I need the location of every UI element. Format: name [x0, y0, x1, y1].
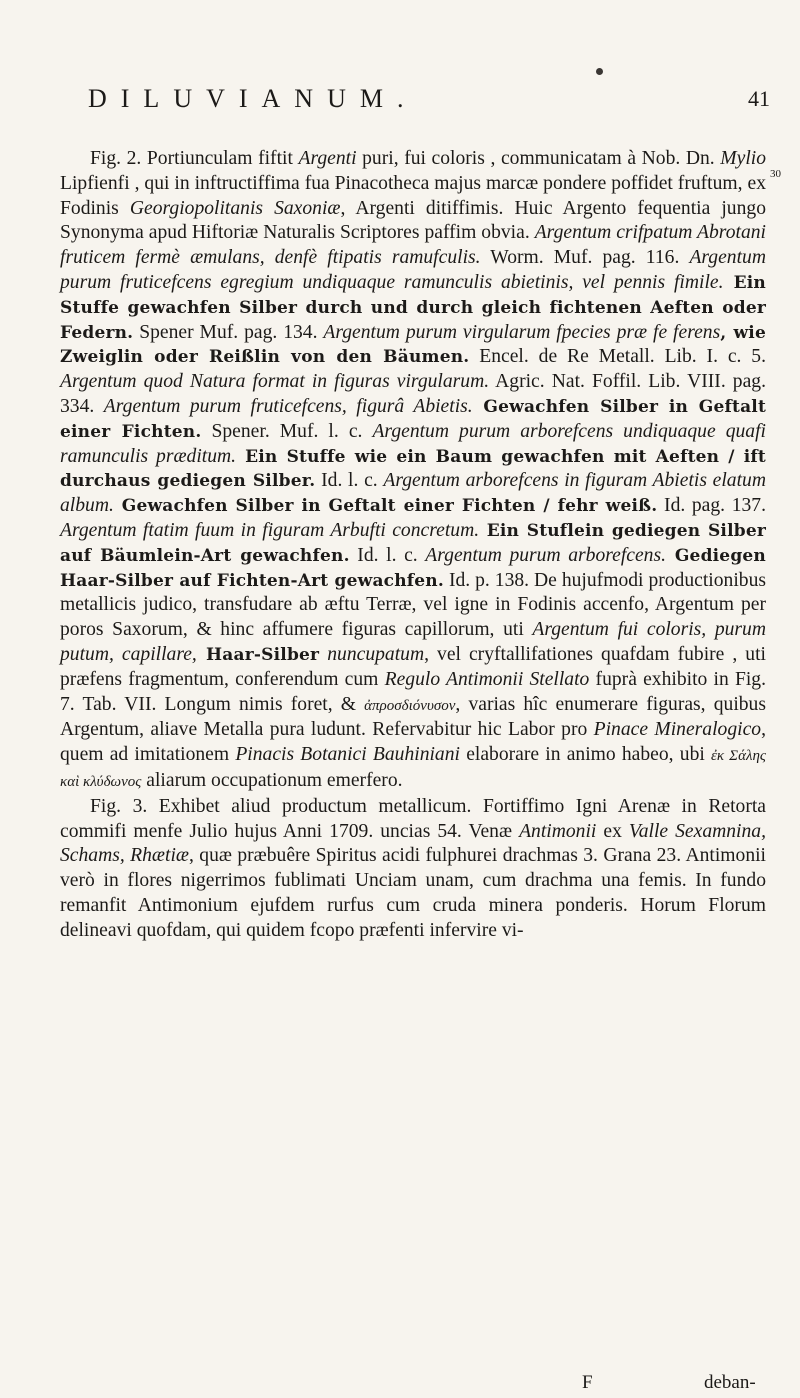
roman-text: Id. l. c.	[349, 544, 426, 566]
roman-text: aliarum occupationum emerfero.	[141, 769, 403, 791]
page-number: 41	[748, 86, 770, 111]
roman-text: ex	[596, 820, 629, 842]
italic-text: Pinacis Botanici Bauhiniani	[235, 744, 460, 766]
fraktur-text: Ein Stuffe gewachfen Silber durch und durch gleich fichtenen Aeften oder Federn.	[60, 272, 766, 343]
roman-text: elaborare in animo habeo, ubi	[459, 744, 712, 766]
running-header	[88, 84, 778, 124]
italic-text: nuncupatum	[319, 643, 425, 665]
italic-text: Valle Sexamnina, Schams, Rhætiæ	[60, 820, 766, 867]
roman-text: Encel. de Re Metall. Lib. I. c. 5.	[469, 346, 766, 368]
italic-text: Regulo Antimonii Stellato	[384, 668, 590, 690]
roman-text: Agric. Nat. Foffil. Lib. VIII. pag. 334.	[60, 371, 766, 417]
body-text	[60, 147, 766, 944]
roman-text: , quæ præbuêre Spiritus acidi fulphurei drachmas 3. Grana 23. Antimonii verò in flores nigerrimos fublimati Unciam unam, cum drachma una femis. In fundo remanfit Antimonium ejufdem rurfus cum cruda minera ponderis. Horum Florum delineavi quofdam, qui quidem fcopo præfenti infervire vi-	[60, 845, 767, 941]
roman-text: , quem ad imitationem	[60, 719, 766, 766]
fraktur-text: Gewachfen Silber in Geftalt einer Fichten.	[60, 396, 767, 442]
fraktur-text: Gewachfen Silber in Geftalt einer Fichten / fehr weiß.	[113, 496, 658, 517]
roman-text: , varias hîc enumerare figuras, quibus Argentum, aliave Metalla pura ludunt. Refervabitur hic Labor pro	[60, 693, 766, 741]
roman-text: Spener. Muf. l. c.	[201, 420, 373, 442]
catchword: deban-	[704, 1372, 756, 1393]
italic-text: Argentum quod Natura format in figuras virgularum.	[60, 371, 490, 393]
roman-text: , Argenti ditiffimis. Huic Argento fequentia jungo Synonyma apud Hiftoriæ Naturalis Scriptores paffim obvia.	[60, 197, 766, 244]
roman-text: fuprà exhibito in Fig. 7. Tab. VII. Longum nimis foret, &	[60, 668, 767, 715]
italic-text: Argentum crifpatum Abrotani fruticem fermè æmulans, denfè ftipatis ramufculis.	[60, 222, 766, 269]
italic-text: Argentum purum fruticefcens, figurâ Abietis.	[103, 395, 473, 417]
italic-text: Argentum ftatim fuum in figuram Arbufti concretum.	[60, 519, 480, 541]
paragraph-fig-3	[60, 795, 766, 944]
margin-line-number: 30	[770, 168, 781, 180]
paragraph-fig-2	[60, 147, 766, 795]
roman-text: Id. p. 138. De hujufmodi productionibus metallicis judico, transfudare ab æftu Terræ, vel igne in Fodinis accenfo, Argentum per poros Saxorum, & hinc affumere figuras capillorum, uti	[60, 569, 766, 641]
greek-text: ἀπροσδιόνυσον	[364, 697, 456, 714]
running-title: DILUVIANUM.	[88, 84, 418, 113]
roman-text: puri, fui coloris , communicatam à Nob. Dn.	[356, 148, 721, 169]
italic-text: Argenti	[298, 148, 357, 169]
fraktur-text: Haar-Silber	[196, 644, 320, 665]
ink-spot	[596, 68, 603, 75]
italic-text: Argentum arborefcens in figuram Abietis elatum album.	[60, 470, 766, 517]
roman-text: Spener Muf. pag. 134.	[133, 321, 324, 343]
italic-text: Argentum purum virgularum fpecies præ fe ferens	[323, 321, 721, 343]
italic-text: Argentum fui coloris, purum putum, capillare,	[60, 619, 766, 665]
greek-text: ἐκ Σάλης καὶ κλύδωνος	[60, 748, 766, 790]
italic-text: Argentum purum arborefcens undiquaque quafi ramunculis præditum.	[60, 420, 766, 467]
italic-text: Pinace Mineralogico	[593, 719, 762, 741]
italic-text: Mylio	[720, 148, 766, 169]
roman-text: Id. pag. 137.	[657, 495, 766, 517]
roman-text: Fig. 2. Portiunculam fiftit	[90, 148, 299, 169]
roman-text: Lipfienfi , qui in inftructiffima fua Pinacotheca majus marcæ pondere poffidet fruftum, ex Fodinis	[60, 172, 766, 219]
roman-text: Fig. 3. Exhibet aliud productum metallicum. Fortiffimo Igni Arenæ in Retorta commifi menfe Julio hujus Anni 1709. uncias 54. Venæ	[60, 795, 766, 842]
fraktur-text: Ein Stuffe wie ein Baum gewachfen mit Aeften / ift durchaus gediegen Silber.	[60, 446, 766, 492]
roman-text: Worm. Muf. pag. 116.	[480, 247, 690, 269]
roman-text: , vel cryftallifationes quafdam fubire , uti præfens fragmentum, conferendum cum	[60, 643, 766, 690]
italic-text: Antimonii	[519, 820, 597, 842]
fraktur-text: , wie Zweiglin oder Reißlin von den Bäumen.	[60, 322, 766, 368]
italic-text: Georgiopolitanis Saxoniæ	[129, 197, 341, 219]
italic-text: Argentum purum fruticefcens egregium undiquaque ramunculis abietinis, vel pennis fimile.	[60, 247, 766, 293]
signature-mark: F	[582, 1372, 593, 1393]
fraktur-text: Ein Stuflein gediegen Silber auf Bäumlein-Art gewachfen.	[60, 520, 767, 566]
roman-text: Id. l. c.	[315, 470, 384, 492]
italic-text: Argentum purum arborefcens.	[425, 544, 666, 566]
fraktur-text: Gediegen Haar-Silber auf Fichten-Art gewachfen.	[60, 545, 766, 591]
